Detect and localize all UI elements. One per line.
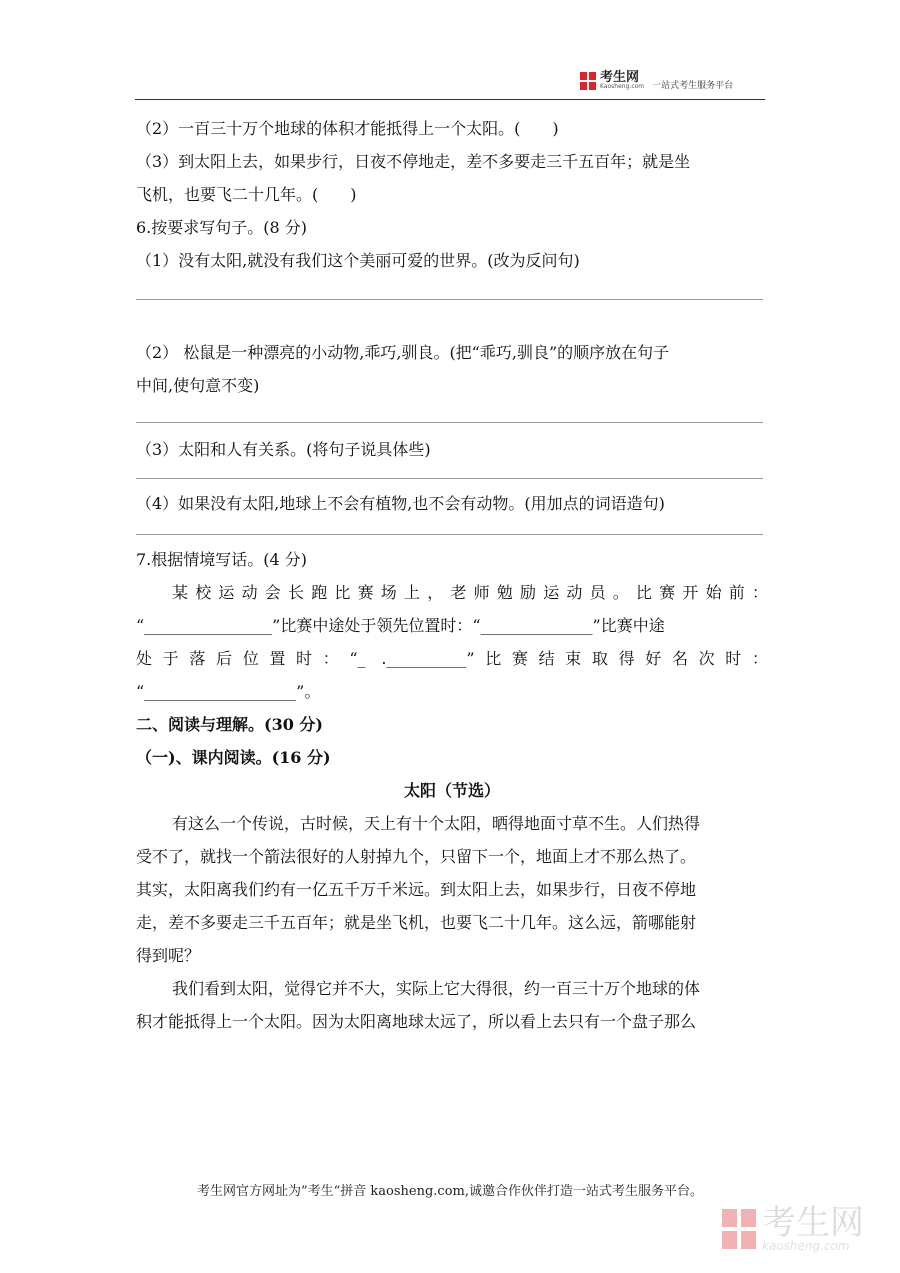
header-logo (580, 70, 733, 91)
question-7-text-4: “___________________”。 (136, 682, 321, 701)
question-6-2: （2） 松鼠是一种漂亮的小动物,乖巧,驯良。(把“乖巧,驯良”的顺序放在句子 (136, 343, 670, 362)
question-5-3: （3）到太阳上去，如果步行，日夜不停地走，差不多要走三千五百年；就是坐 (136, 152, 691, 171)
logo-slogan: 一站式考生服务平台 (652, 81, 734, 91)
passage-line-2: 受不了，就找一个箭法很好的人射掉九个，只留下一个，地面上才不那么热了。 (136, 847, 697, 866)
passage-line-7: 积才能抵得上一个太阳。因为太阳离地球太远了，所以看上去只有一个盘子那么 (136, 1012, 697, 1031)
question-6-2-cont: 中间,使句意不变) (136, 376, 260, 395)
header-divider (135, 99, 765, 100)
page-footer: 考生网官方网址为”考生“拼音 kaosheng.com,诚邀合作伙伴打造一站式考生服务平台。 (196, 1184, 703, 1199)
watermark-domain: kaosheng.com (762, 1239, 850, 1253)
passage-line-3: 其实，太阳离我们约有一亿五千万千米远。到太阳上去，如果步行，日夜不停地 (136, 880, 697, 899)
logo-name: 考生网 (600, 70, 640, 85)
question-7-text-1: 某校运动会长跑比赛场上，老师勉励运动员。比赛开始前： (172, 583, 768, 602)
kaosheng-logo-icon (580, 72, 596, 90)
logo-domain: Kaosheng.com (600, 83, 645, 90)
question-7-text-3: 处于落后位置时：“_ .__________”比赛结束取得好名次时： (136, 649, 768, 668)
watermark (722, 1203, 864, 1253)
question-6-heading: 6.按要求写句子。(8 分) (136, 218, 308, 237)
document-body (136, 112, 768, 1038)
question-6-4: （4）如果没有太阳,地球上不会有植物,也不会有动物。(用加点的词语造句) (136, 494, 665, 513)
passage-line-4: 走，差不多要走三千五百年；就是坐飞机，也要飞二十几年。这么远，箭哪能射 (136, 913, 697, 932)
passage-line-6: 我们看到太阳，觉得它并不大，实际上它大得很，约一百三十万个地球的体 (172, 979, 701, 998)
passage-line-5: 得到呢？ (136, 946, 201, 965)
question-6-1: （1）没有太阳,就没有我们这个美丽可爱的世界。(改为反问句) (136, 251, 580, 270)
question-5-2: （2）一百三十万个地球的体积才能抵得上一个太阳。( ) (136, 119, 559, 138)
question-5-3-cont: 飞机，也要飞二十几年。( ) (136, 185, 357, 204)
passage-line-1: 有这么一个传说，古时候，天上有十个太阳，晒得地面寸草不生。人们热得 (172, 814, 701, 833)
watermark-logo-icon (722, 1209, 756, 1249)
question-7-text-2: “________________”比赛中途处于领先位置时：“______________”比赛中途 (136, 616, 665, 635)
passage-title: 太阳（节选） (403, 781, 500, 800)
watermark-name: 考生网 (762, 1203, 864, 1243)
question-7-heading: 7.根据情境写话。(4 分) (136, 550, 308, 569)
subsection-1-heading: （一)、课内阅读。(16 分) (136, 748, 331, 767)
question-6-3: （3）太阳和人有关系。(将句子说具体些) (136, 440, 431, 459)
section-2-heading: 二、阅读与理解。(30 分) (136, 715, 323, 734)
